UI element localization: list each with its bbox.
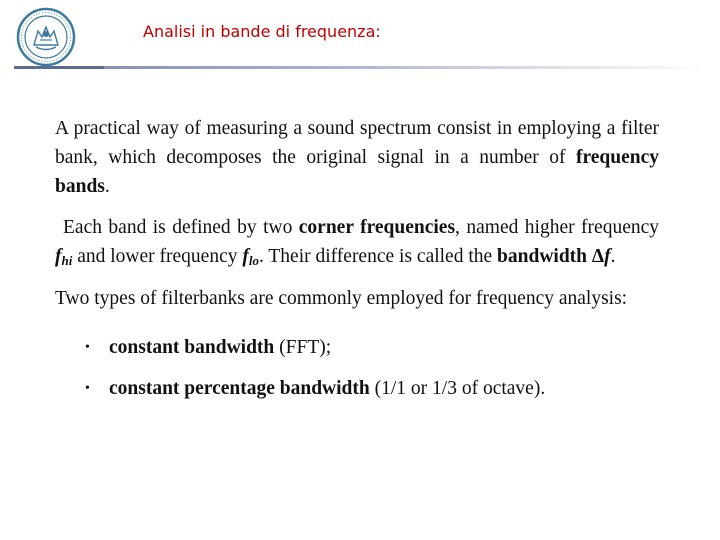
- title-divider: [14, 66, 710, 69]
- term-frequency-bands: frequency bands: [55, 147, 659, 197]
- term-bandwidth: bandwidth Δf: [497, 246, 611, 267]
- university-seal-icon: [16, 7, 76, 67]
- paragraph-filterbank-types: Two types of filterbanks are commonly employed for frequency analysis:: [55, 288, 628, 309]
- bullet-marker: •: [85, 340, 90, 355]
- slide-title: Analisi in bande di frequenza:: [143, 22, 381, 41]
- paragraph-filter-bank: A practical way of measuring a sound spectrum consist in employing a filter bank, which decomposes the original signal in a number of frequency bands.: [55, 118, 659, 197]
- symbol-f-lo: flo: [242, 246, 259, 268]
- list-item: • constant percentage bandwidth (1/1 or 1/3 of octave).: [85, 374, 659, 403]
- slide-body: [55, 114, 659, 415]
- list-item: • constant bandwidth (FFT);: [85, 333, 659, 362]
- paragraph-corner-frequencies: Each band is defined by two corner frequencies, named higher frequency fhi and lower frequency flo. Their difference is called the bandwidth Δf.: [55, 217, 659, 268]
- bullet-list: [55, 333, 659, 403]
- title-divider-accent: [14, 66, 104, 69]
- term-corner-frequencies: corner frequencies: [298, 217, 456, 238]
- symbol-f-hi: fhi: [55, 246, 73, 268]
- bullet-marker: •: [85, 381, 90, 396]
